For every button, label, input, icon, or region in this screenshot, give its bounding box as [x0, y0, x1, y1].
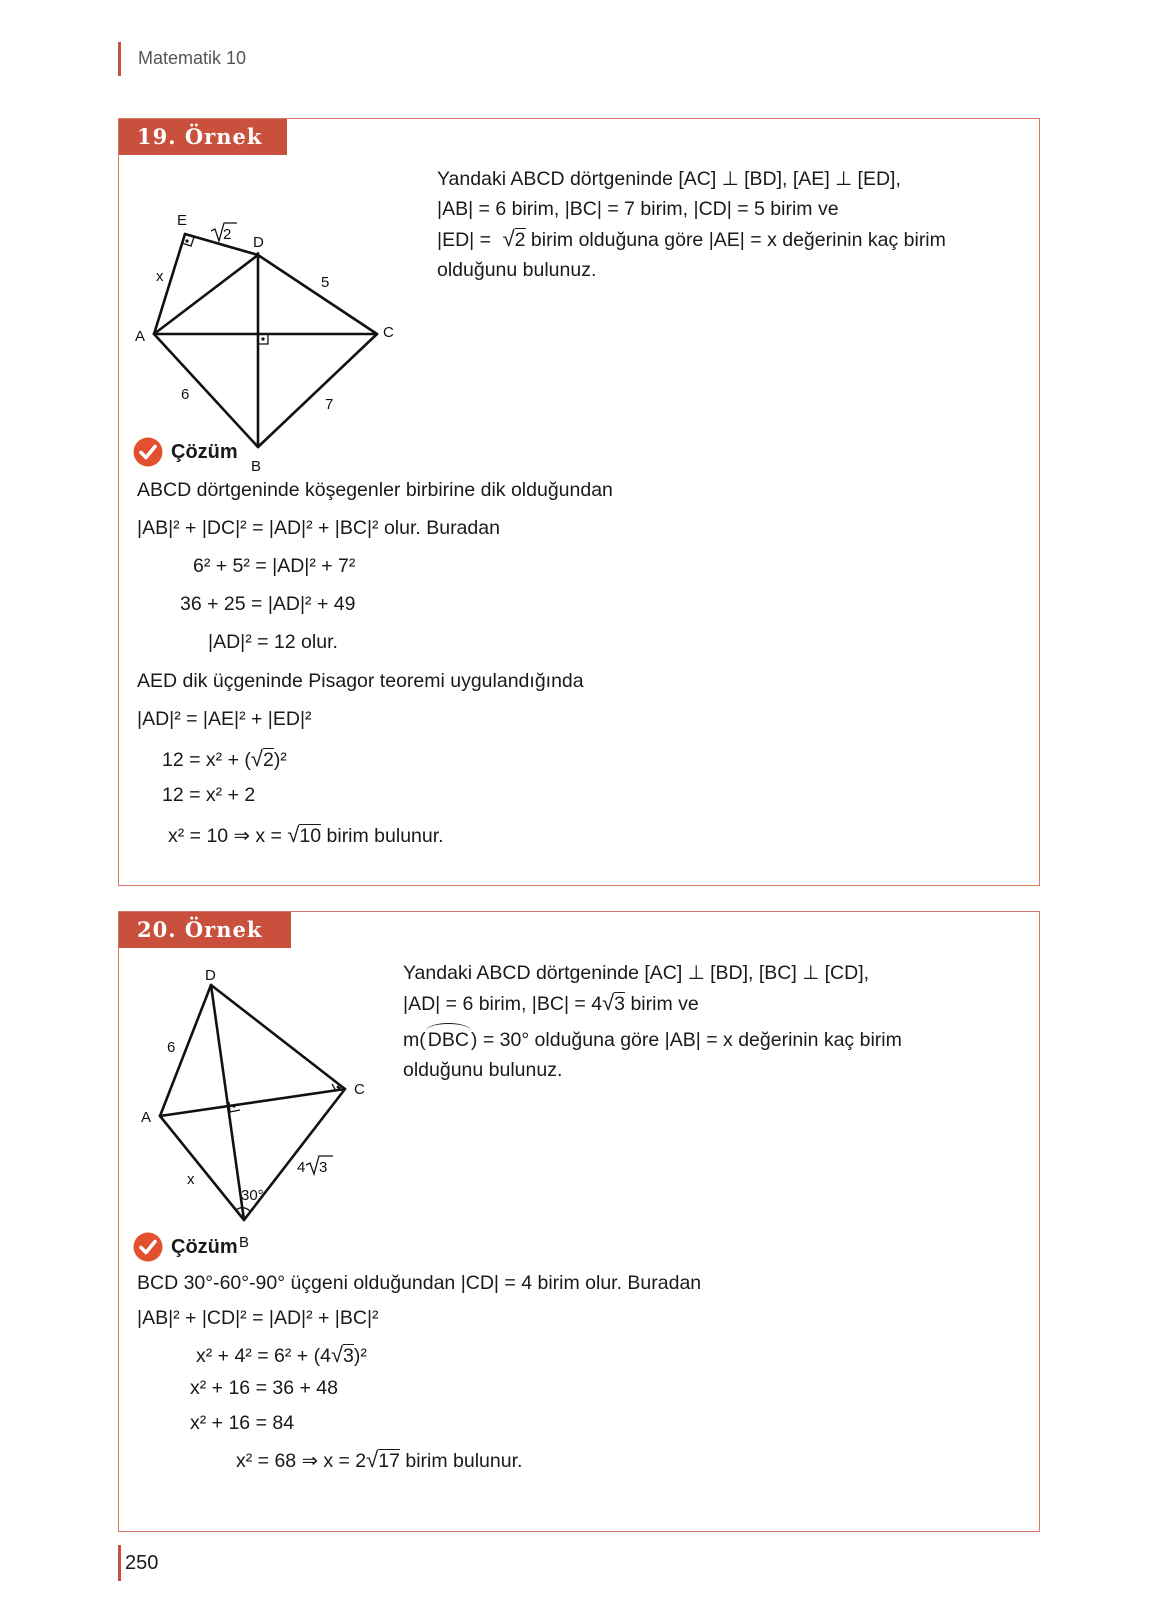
problem-20-line-4: olduğunu bulunuz. [403, 1059, 563, 1081]
fig19-label-D: D [253, 234, 264, 251]
problem-20-angle-arc: DBC [426, 1023, 471, 1055]
solution-20-line-2: |AB|² + |CD|² = |AD|² + |BC|² [137, 1307, 379, 1329]
sqrt-symbol: √ [330, 1342, 344, 1367]
example-20-solution-heading [133, 1232, 238, 1262]
problem-20-line-3b: ) = 30° olduğuna göre |AB| = x değerinin kaç birim [470, 1029, 902, 1051]
problem-19-line-3b: birim olduğuna göre |AE| = x değerinin kaç birim [530, 229, 946, 251]
problem-19-line-3a: |ED| = [437, 229, 492, 251]
page-number: 250 [125, 1552, 159, 1574]
solution-19-line-8 [162, 746, 287, 772]
solution-20-line-6-radicand: 17 [378, 1450, 400, 1472]
example-19-solution-heading [133, 437, 238, 467]
solution-19-line-9: 12 = x² + 2 [162, 784, 256, 806]
solution-19-line-10 [168, 822, 444, 848]
book-title: Matematik 10 [138, 48, 247, 68]
example-19-tag: 19. Örnek [119, 119, 287, 155]
fig19-label-B: B [251, 458, 262, 475]
solution-19-line-2: |AB|² + |DC|² = |AD|² + |BC|² olur. Buradan [137, 517, 500, 539]
problem-20-line-2a: |AD| = 6 birim, |BC| = [403, 993, 586, 1015]
example-20-tag: 20. Örnek [119, 912, 291, 948]
problem-20-line-2b: birim ve [630, 993, 699, 1015]
example-20-box [118, 911, 1040, 1532]
sqrt-symbol: √ [366, 1447, 379, 1472]
fig20-label-D: D [205, 967, 216, 984]
solution-19-line-10-radicand: 10 [299, 825, 322, 847]
fig19-label-ed-rad: 2 [223, 226, 232, 243]
problem-20-bc-radicand: 3 [614, 993, 626, 1015]
solution-20-line-3-radicand: 3 [343, 1345, 354, 1367]
header-accent-bar [118, 42, 121, 76]
problem-20-bc-coef: 4 [591, 993, 603, 1015]
problem-19-line-3 [437, 224, 946, 255]
problem-19-ed-radicand: 2 [514, 229, 526, 251]
solution-20-line-4: x² + 16 = 36 + 48 [190, 1377, 338, 1399]
fig20-angle-label: 30° [241, 1187, 264, 1204]
problem-20-line-2 [403, 988, 902, 1019]
solution-20-line-5: x² + 16 = 84 [190, 1412, 295, 1434]
footer-accent-bar [118, 1545, 121, 1581]
fig20-label-B: B [239, 1234, 250, 1251]
solution-19-line-8-radicand: 2 [262, 749, 274, 771]
solution-20-line-3b: )² [353, 1345, 367, 1367]
example-20-figure [129, 958, 399, 1258]
solution-20-title: Çözüm [171, 1235, 238, 1258]
solution-19-line-1: ABCD dörtgeninde köşegenler birbirine dik olduğundan [137, 479, 613, 501]
fig20-label-6: 6 [167, 1039, 176, 1056]
fig19-label-C: C [383, 324, 394, 341]
fig20-label-x: x [187, 1171, 195, 1188]
fig19-label-6: 6 [181, 386, 190, 403]
solution-19-line-6: AED dik üçgeninde Pisagor teoremi uygulandığında [137, 670, 584, 692]
problem-19-line-2: |AB| = 6 birim, |BC| = 7 birim, |CD| = 5 birim ve [437, 198, 839, 220]
problem-19-line-4: olduğunu bulunuz. [437, 259, 597, 281]
solution-20-line-6 [236, 1447, 522, 1473]
fig19-label-A: A [135, 328, 146, 345]
check-icon [133, 1232, 163, 1262]
problem-20-line-3a: m( [403, 1029, 426, 1051]
sqrt-symbol: √ [250, 746, 263, 771]
fig19-label-5: 5 [321, 274, 330, 291]
solution-19-line-10a: x² = 10 ⇒ x = [168, 825, 282, 847]
solution-19-line-10b: birim bulunur. [326, 825, 444, 847]
example-19-box [118, 118, 1040, 886]
solution-20-line-6a: x² = 68 ⇒ x = 2 [236, 1450, 367, 1472]
problem-20-line-1: Yandaki ABCD dörtgeninde [AC] ⊥ [BD], [BC] ⊥ [CD], [403, 962, 870, 984]
solution-19-line-8a: 12 = x² + ( [162, 749, 251, 771]
solution-19-title: Çözüm [171, 440, 238, 463]
problem-20-line-3 [403, 1023, 902, 1055]
example-19-problem [437, 164, 946, 285]
fig19-label-7: 7 [325, 396, 334, 413]
solution-20-line-3a: x² + 4² = 6² + (4 [196, 1345, 331, 1367]
fig19-label-E: E [177, 212, 188, 229]
example-20-problem [403, 958, 902, 1085]
sqrt-symbol: √ [287, 822, 300, 847]
sqrt-symbol: √ [602, 990, 615, 1015]
solution-19-line-4: 36 + 25 = |AD|² + 49 [180, 593, 356, 615]
solution-19-line-7: |AD|² = |AE|² + |ED|² [137, 708, 312, 730]
fig20-bc-coef: 4 [297, 1159, 306, 1176]
fig20-label-A: A [141, 1109, 152, 1126]
solution-20-line-1: BCD 30°-60°-90° üçgeni olduğundan |CD| = 4 birim olur. Buradan [137, 1272, 702, 1294]
fig19-label-x: x [156, 268, 164, 285]
solution-19-line-5: |AD|² = 12 olur. [208, 631, 338, 653]
fig20-label-C: C [354, 1081, 365, 1098]
solution-19-line-3: 6² + 5² = |AD|² + 7² [193, 555, 356, 577]
problem-19-line-1: Yandaki ABCD dörtgeninde [AC] ⊥ [BD], [AE] ⊥ [ED], [437, 168, 901, 190]
solution-20-line-6b: birim bulunur. [405, 1450, 523, 1472]
check-icon [133, 437, 163, 467]
solution-19-line-8b: )² [273, 749, 287, 771]
sqrt-symbol: √ [496, 226, 515, 251]
solution-20-line-3 [196, 1342, 367, 1368]
fig20-bc-radicand: 3 [319, 1159, 328, 1176]
